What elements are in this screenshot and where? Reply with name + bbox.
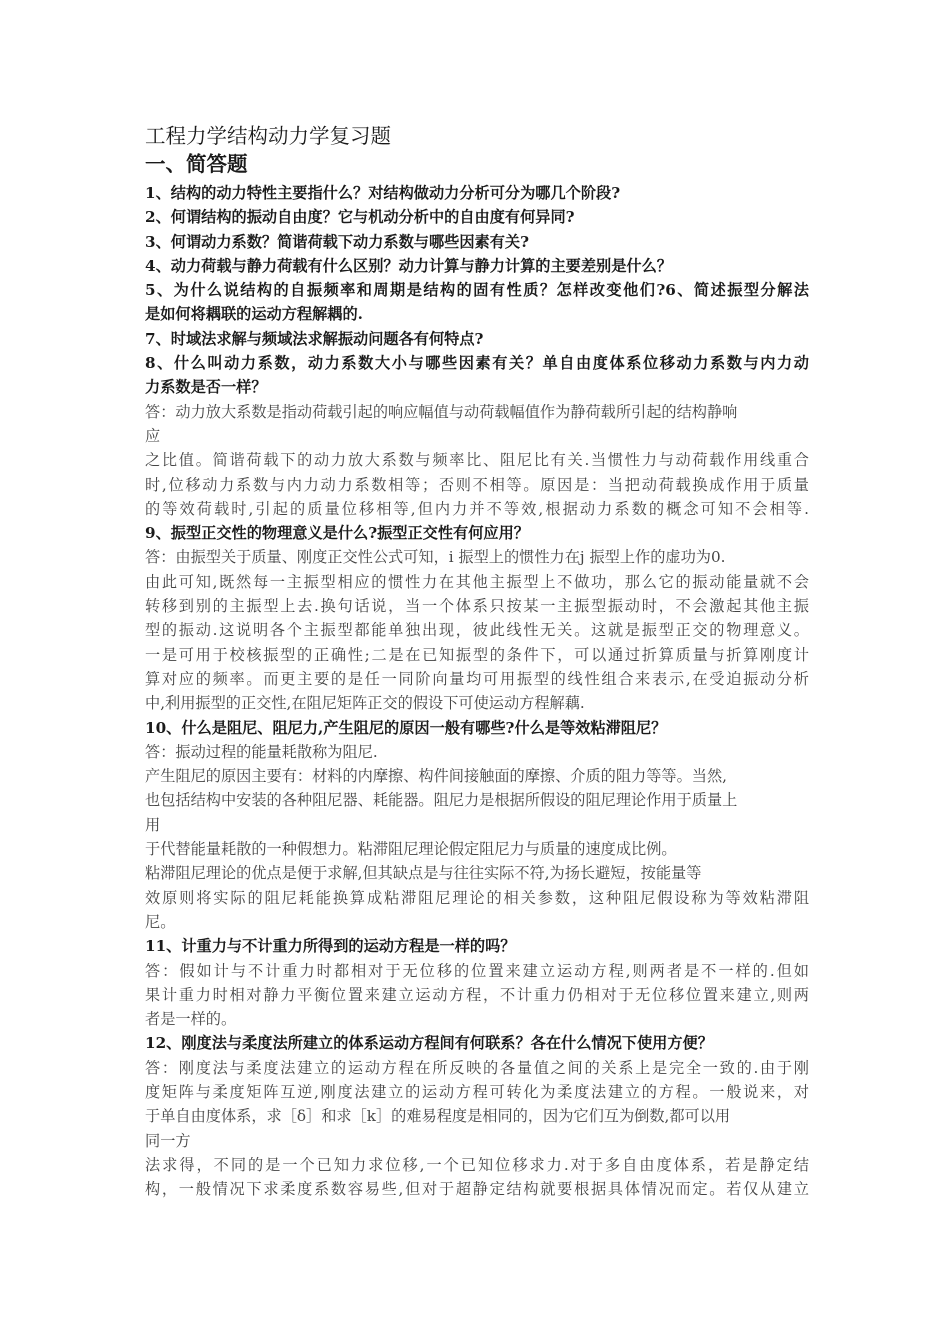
answer-line: 效原则将实际的阻尼耗能换算成粘滞阻尼理论的相关参数，这种阻尼假设称为等效粘滞阻: [145, 888, 809, 907]
question-line: 4、动力荷载与静力荷载有什么区别？动力计算与静力计算的主要差别是什么？: [145, 256, 672, 275]
text-lines: [145, 181, 809, 1201]
answer-line: 法求得，不同的是一个已知力求位移,一个已知位移求力.对于多自由度体系，若是静定结: [145, 1155, 809, 1174]
answer-line: 于代替能量耗散的一种假想力。粘滞阻尼理论假定阻尼力与质量的速度成比例。: [145, 840, 677, 859]
answer-line: 转移到别的主振型上去.换句话说，当一个体系只按某一主振型振动时，不会激起其他主振: [145, 597, 809, 616]
answer-line: 果计重力时相对静力平衡位置来建立运动方程，不计重力仍相对于无位移位置来建立,则两: [145, 985, 809, 1004]
question-line: 10、什么是阻尼、阻尼力,产生阻尼的原因一般有哪些?什么是等效粘滞阻尼？: [145, 718, 667, 737]
answer-line: 也包括结构中安装的各种阻尼器、耗能器。阻尼力是根据所假设的阻尼理论作用于质量上: [145, 791, 738, 810]
answer-line: 答：振动过程的能量耗散称为阻尼.: [145, 742, 378, 761]
question-line: 9、振型正交性的物理意义是什么?振型正交性有何应用？: [145, 524, 529, 543]
answer-line: 由此可知,既然每一主振型相应的惯性力在其他主振型上不做功，那么它的振动能量就不会: [145, 572, 809, 591]
section-heading: 一、简答题: [145, 152, 248, 176]
answer-line: 之比值。简谐荷载下的动力放大系数与频率比、阻尼比有关.当惯性力与动荷载作用线重合: [145, 451, 809, 470]
answer-line: 答：动力放大系数是指动荷载引起的响应幅值与动荷载幅值作为静荷载所引起的结构静响: [145, 402, 738, 421]
answer-line: 构，一般情况下求柔度系数容易些,但对于超静定结构就要根据具体情况而定。若仅从建立: [145, 1180, 809, 1199]
question-line: 11、计重力与不计重力所得到的运动方程是一样的吗？: [145, 937, 516, 956]
answer-line: 型的振动.这说明各个主振型都能单独出现，彼此线性无关。这就是振型正交的物理意义。: [145, 621, 809, 640]
answer-line: 产生阻尼的原因主要有：材料的内摩擦、构件间接触面的摩擦、介质的阻力等等。当然,: [145, 767, 727, 786]
answer-line: 用: [145, 815, 161, 834]
answer-line: 答：假如计与不计重力时都相对于无位移的位置来建立运动方程,则两者是不一样的.但如: [145, 961, 809, 980]
answer-line: 时,位移动力系数与内力动力系数相等；否则不相等。原因是：当把动荷载换成作用于质量: [145, 475, 809, 494]
question-line: 2、何谓结构的振动自由度？它与机动分析中的自由度有何异同?: [145, 208, 575, 227]
question-line: 12、刚度法与柔度法所建立的体系运动方程间有何联系？各在什么情况下使用方便？: [145, 1034, 713, 1053]
answer-line: 答：由振型关于质量、刚度正交性公式可知，i 振型上的惯性力在j 振型上作的虚功为0.: [145, 548, 726, 567]
answer-line: 答：刚度法与柔度法建立的运动方程在所反映的各量值之间的关系上是完全一致的.由于刚: [145, 1058, 809, 1077]
answer-line: 应: [145, 426, 161, 445]
question-line: 5、为什么说结构的自振频率和周期是结构的固有性质？怎样改变他们?6、简述振型分解法: [145, 281, 809, 300]
answer-line: 尼。: [145, 912, 176, 931]
answer-line: 算对应的频率。而更主要的是任一同阶向量均可用振型的线性组合来表示,在受迫振动分析: [145, 669, 809, 688]
question-line: 8、什么叫动力系数，动力系数大小与哪些因素有关？单自由度体系位移动力系数与内力动: [145, 354, 809, 373]
question-line: 7、时域法求解与频域法求解振动问题各有何特点?: [145, 329, 484, 348]
question-line: 力系数是否一样？: [145, 378, 267, 397]
question-line: 1、结构的动力特性主要指什么？对结构做动力分析可分为哪几个阶段?: [145, 184, 621, 202]
answer-line: 度矩阵与柔度矩阵互逆,刚度法建立的运动方程可转化为柔度法建立的方程。一般说来，对: [145, 1082, 809, 1101]
answer-line: 于单自由度体系，求［δ］和求［k］的难易程度是相同的，因为它们互为倒数,都可以用: [145, 1107, 731, 1126]
question-line: 3、何谓动力系数？简谐荷载下动力系数与哪些因素有关?: [145, 232, 529, 251]
answer-line: 中,利用振型的正交性,在阻尼矩阵正交的假设下可使运动方程解藕.: [145, 694, 585, 713]
answer-line: 粘滞阻尼理论的优点是便于求解,但其缺点是与往往实际不符,为扬长避短，按能量等: [145, 864, 702, 883]
answer-line: 者是一样的。: [145, 1010, 237, 1029]
document-body: [145, 122, 809, 1201]
answer-line: 一是可用于校核振型的正确性;二是在已知振型的条件下，可以通过折算质量与折算刚度计: [145, 645, 809, 664]
document-title: 工程力学结构动力学复习题: [145, 124, 391, 148]
answer-line: 的等效荷载时,引起的质量位移相等,但内力并不等效,根据动力系数的概念可知不会相等.: [145, 499, 809, 518]
question-line: 是如何将耦联的运动方程解耦的.: [145, 305, 363, 324]
answer-line: 同一方: [145, 1131, 191, 1150]
